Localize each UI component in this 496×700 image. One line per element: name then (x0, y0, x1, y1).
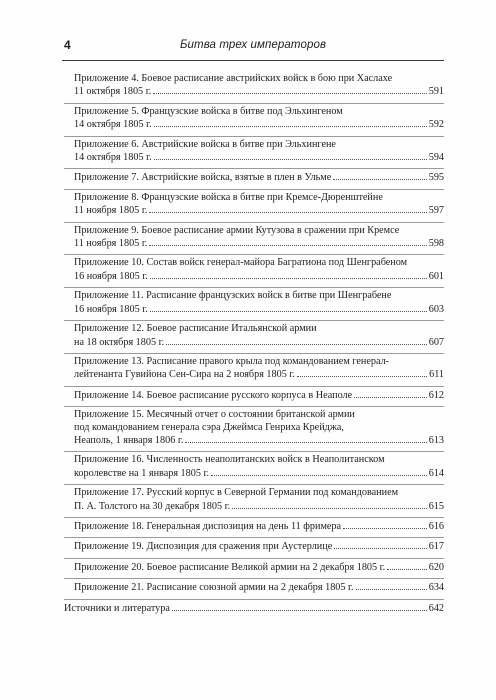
toc-page-number: 601 (428, 270, 444, 282)
toc-page-number: 614 (428, 467, 444, 479)
dot-leader (153, 85, 426, 94)
dot-leader (211, 467, 427, 476)
toc-page-number: 612 (428, 389, 444, 401)
toc-entry-last-line (74, 581, 444, 594)
dot-leader (150, 270, 427, 279)
toc-entry (64, 73, 444, 104)
toc-entry-text: 11 ноября 1805 г. (74, 238, 148, 250)
toc-entry-last-line (74, 520, 444, 533)
dot-leader (356, 581, 427, 590)
toc-entry (64, 454, 444, 485)
toc-entry (64, 192, 444, 223)
page-number: 4 (64, 38, 71, 52)
dot-leader (185, 434, 426, 443)
dot-leader (154, 118, 427, 127)
toc-entry-text: Приложение 18. Генеральная диспозиция на день 11 фримера (74, 520, 342, 532)
toc-entry-text: под командованием генерала сэра Джеймса Генриха Крейджа, (74, 421, 344, 433)
toc-entry-text: Приложение 15. Месячный отчет о состоянии британской армии (74, 409, 355, 421)
toc-entry-last-line (74, 389, 444, 402)
toc-entry (64, 409, 444, 452)
toc-entry (64, 581, 444, 599)
dot-leader (333, 171, 426, 180)
toc-entry-text: Приложение 11. Расписание французских войск в битве при Шенграбене (74, 290, 392, 302)
toc-entry-text: Приложение 16. Численность неаполитанских войск в Неаполитанском (74, 454, 385, 466)
toc-entry-text: П. А. Толстого на 30 декабря 1805 г. (74, 500, 231, 512)
toc-page-number: 613 (428, 434, 444, 446)
toc-entry-last-line (74, 540, 444, 553)
toc-entry-last-line (74, 561, 444, 574)
toc-page-number: 607 (428, 336, 444, 348)
page-header (62, 34, 444, 61)
toc-page-number: 598 (428, 238, 444, 250)
toc-entry-last-line (74, 237, 444, 250)
dot-leader (149, 237, 426, 246)
toc-entry-text: 11 октября 1805 г. (74, 86, 152, 98)
toc-entry (64, 356, 444, 387)
toc-page-number: 595 (428, 172, 444, 184)
toc-entry-last-line (74, 204, 444, 217)
toc-entry-text: Приложение 7. Австрийские войска, взятые в плен в Ульме (74, 172, 332, 184)
toc-entry-last-line (74, 368, 444, 381)
toc-entry-text: Приложение 20. Боевое расписание Великой армии на 2 декабря 1805 г. (74, 561, 386, 573)
toc-entry-text: 16 ноября 1805 г. (74, 270, 148, 282)
dot-leader (232, 500, 427, 509)
toc-page-number: 634 (428, 582, 444, 594)
toc-entry-text: Приложение 6. Австрийские войска в битве при Эльхингене (74, 138, 336, 150)
toc-entry (64, 139, 444, 170)
toc-entry (64, 106, 444, 137)
toc-entry-last-line (74, 171, 444, 184)
toc-page-number: 615 (428, 500, 444, 512)
dot-leader (334, 540, 426, 549)
toc-entry-text: 16 ноября 1805 г. (74, 303, 148, 315)
toc-entry-text: Приложение 21. Расписание союзной армии на 2 декабря 1805 г. (74, 582, 354, 594)
toc-entry-text: Приложение 5. Французские войска в битве под Эльхингеном (74, 105, 343, 117)
toc-entry-text: Приложение 17. Русский корпус в Северной Германии под командованием (74, 487, 399, 499)
toc-entry-text: лейтенанта Гувийона Сен-Сира на 2 ноября 1805 г. (74, 369, 295, 381)
toc-entry-text: 14 октября 1805 г. (74, 119, 152, 131)
toc-entry-text: 14 октября 1805 г. (74, 152, 152, 164)
toc-entry (64, 561, 444, 579)
dot-leader (154, 151, 427, 160)
toc-entry-last-line (74, 303, 444, 316)
dot-leader (172, 602, 427, 611)
toc-entry-text: Приложение 9. Боевое расписание армии Кутузова в сражении при Кремсе (74, 224, 400, 236)
dot-leader (166, 336, 427, 345)
table-of-contents (64, 73, 444, 621)
dot-leader (343, 520, 427, 529)
toc-entry-text: Приложение 14. Боевое расписание русского корпуса в Неаполе (74, 389, 353, 401)
toc-entry-text: на 18 октября 1805 г. (74, 336, 165, 348)
toc-entry-last-line (74, 151, 444, 164)
toc-entry-text: Приложение 12. Боевое расписание Итальянской армии (74, 323, 317, 335)
toc-entry-text: Приложение 19. Диспозиция для сражения при Аустерлице (74, 541, 333, 553)
toc-entry-last-line (74, 270, 444, 283)
toc-page-number: 620 (428, 561, 444, 573)
running-title: Битва трех императоров (179, 39, 327, 51)
toc-entry-text: Неаполь, 1 января 1806 г. (74, 434, 184, 446)
toc-page-number: 591 (428, 86, 444, 98)
dot-leader (149, 204, 426, 213)
toc-entry-last-line (74, 336, 444, 349)
toc-entry (64, 171, 444, 189)
toc-entry (64, 487, 444, 518)
toc-entry-text: 11 ноября 1805 г. (74, 205, 148, 217)
toc-entry (64, 520, 444, 538)
toc-entry (64, 225, 444, 256)
toc-entry-text: Приложение 10. Состав войск генерал-майора Багратиона под Шенграбеном (74, 257, 408, 269)
toc-page-number: 616 (428, 520, 444, 532)
toc-entry-last-line (74, 85, 444, 98)
toc-entry (64, 323, 444, 354)
toc-entry-last-line (74, 118, 444, 131)
toc-entry-last-line (74, 467, 444, 480)
toc-entry-last-line (64, 602, 444, 615)
toc-entry-text: Источники и литература (64, 602, 170, 614)
dot-leader (297, 368, 427, 377)
toc-page-number: 597 (428, 205, 444, 217)
toc-page-number: 617 (428, 541, 444, 553)
toc-entry-last-line (74, 434, 444, 447)
toc-entry-last-line (74, 500, 444, 513)
toc-entry-sources (64, 602, 444, 619)
toc-page-number: 603 (428, 303, 444, 315)
toc-entry-text: Приложение 13. Расписание правого крыла под командованием генерал- (74, 355, 390, 367)
toc-entry-text: Приложение 4. Боевое расписание австрийских войск в бою при Хаслахе (74, 73, 393, 84)
toc-page-number: 611 (429, 369, 444, 381)
toc-page-number: 592 (428, 119, 444, 131)
toc-entry (64, 290, 444, 321)
toc-entry (64, 389, 444, 407)
toc-entry (64, 257, 444, 288)
toc-page-number: 642 (428, 602, 444, 614)
dot-leader (354, 389, 427, 398)
toc-entry-text: Приложение 8. Французские войска в битве при Кремсе-Дюренштейне (74, 191, 383, 203)
toc-entry-text: королевстве на 1 января 1805 г. (74, 467, 210, 479)
toc-page-number: 594 (428, 152, 444, 164)
dot-leader (387, 561, 426, 570)
dot-leader (150, 303, 427, 312)
toc-entry (64, 540, 444, 558)
